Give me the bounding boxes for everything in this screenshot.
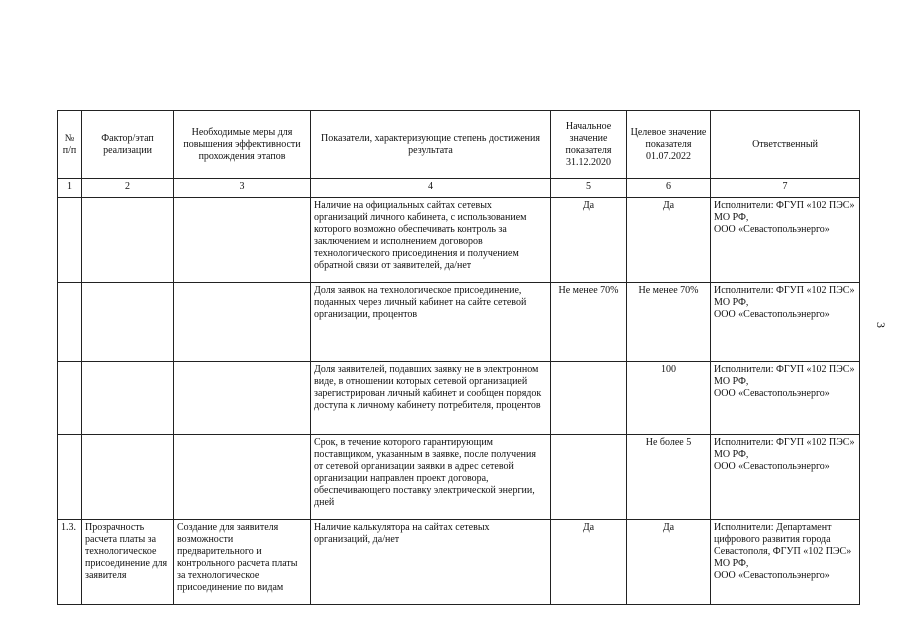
- row-measures: [174, 362, 311, 435]
- responsible-text: Исполнители: ФГУП «102 ПЭС» МО РФ, ООО «Севастопольэнерго»: [714, 437, 855, 472]
- responsible-text: Исполнители: ФГУП «102 ПЭС» МО РФ, ООО «Севастопольэнерго»: [714, 364, 855, 399]
- row-factor: [82, 198, 174, 283]
- row-factor: [82, 283, 174, 362]
- header-initial: Начальное значение показателя 31.12.2020: [551, 111, 627, 179]
- row-factor: [82, 362, 174, 435]
- row-indicator: Наличие калькулятора на сайтах сетевых организаций, да/нет: [311, 520, 551, 605]
- column-number: 3: [174, 179, 311, 198]
- row-target: 100: [627, 362, 711, 435]
- responsible-text: Исполнители: ФГУП «102 ПЭС» МО РФ, ООО «Севастопольэнерго»: [714, 285, 855, 320]
- responsible-text: Исполнители: ФГУП «102 ПЭС» МО РФ, ООО «Севастопольэнерго»: [714, 200, 855, 235]
- column-number-row: [58, 179, 860, 198]
- column-number: 7: [711, 179, 860, 198]
- table-row: [58, 198, 860, 283]
- row-factor: Прозрачность расчета платы за технологическое присоединение для заявителя: [82, 520, 174, 605]
- row-initial: Да: [551, 520, 627, 605]
- row-initial: [551, 435, 627, 520]
- row-responsible: [711, 198, 860, 283]
- row-responsible: [711, 283, 860, 362]
- table-row: [58, 435, 860, 520]
- row-measures: Создание для заявителя возможности предварительного и контрольного расчета платы за технологическое присоединение по видам: [174, 520, 311, 605]
- row-initial: Не менее 70%: [551, 283, 627, 362]
- row-initial: Да: [551, 198, 627, 283]
- header-row: [58, 111, 860, 179]
- column-number: 5: [551, 179, 627, 198]
- header-measures: Необходимые меры для повышения эффективности прохождения этапов: [174, 111, 311, 179]
- row-responsible: [711, 520, 860, 605]
- table-row: [58, 362, 860, 435]
- row-target: Не менее 70%: [627, 283, 711, 362]
- column-number: 2: [82, 179, 174, 198]
- header-num: № п/п: [58, 111, 82, 179]
- row-measures: [174, 198, 311, 283]
- measures-table: [57, 110, 860, 605]
- row-num: 1.3.: [58, 520, 82, 605]
- header-target: Целевое значение показателя 01.07.2022: [627, 111, 711, 179]
- row-num: [58, 198, 82, 283]
- row-num: [58, 362, 82, 435]
- row-indicator: Доля заявок на технологическое присоединение, поданных через личный кабинет на сайте сетевой организации, процентов: [311, 283, 551, 362]
- column-number: 6: [627, 179, 711, 198]
- row-factor: [82, 435, 174, 520]
- header-factor: Фактор/этап реализации: [82, 111, 174, 179]
- row-indicator: Наличие на официальных сайтах сетевых организаций личного кабинета, с использованием которого возможно обеспечивать контроль за заключением и исполнением договоров технологического присоединения и получением обратной связи от заявителей, да/нет: [311, 198, 551, 283]
- row-target: Да: [627, 520, 711, 605]
- row-num: [58, 435, 82, 520]
- table-row: [58, 520, 860, 605]
- responsible-text: Исполнители: Департамент цифрового развития города Севастополя, ФГУП «102 ПЭС» МО РФ, ООО «Севастопольэнерго»: [714, 522, 852, 581]
- row-target: Не более 5: [627, 435, 711, 520]
- row-indicator: Срок, в течение которого гарантирующим поставщиком, указанным в заявке, после получения от сетевой организации заявки в адрес сетевой организации направлен проект договора, обеспечивающего поставку электрической энергии, дней: [311, 435, 551, 520]
- page-number: 3: [874, 322, 888, 328]
- row-measures: [174, 283, 311, 362]
- header-indicator: Показатели, характеризующие степень достижения результата: [311, 111, 551, 179]
- column-number: 1: [58, 179, 82, 198]
- table-row: [58, 283, 860, 362]
- row-responsible: [711, 435, 860, 520]
- row-responsible: [711, 362, 860, 435]
- row-measures: [174, 435, 311, 520]
- header-responsible: Ответственный: [711, 111, 860, 179]
- row-target: Да: [627, 198, 711, 283]
- column-number: 4: [311, 179, 551, 198]
- row-indicator: Доля заявителей, подавших заявку не в электронном виде, в отношении которых сетевой организацией зарегистрирован личный кабинет и сообщен порядок доступа к личному кабинету потребителя, процентов: [311, 362, 551, 435]
- row-num: [58, 283, 82, 362]
- row-initial: [551, 362, 627, 435]
